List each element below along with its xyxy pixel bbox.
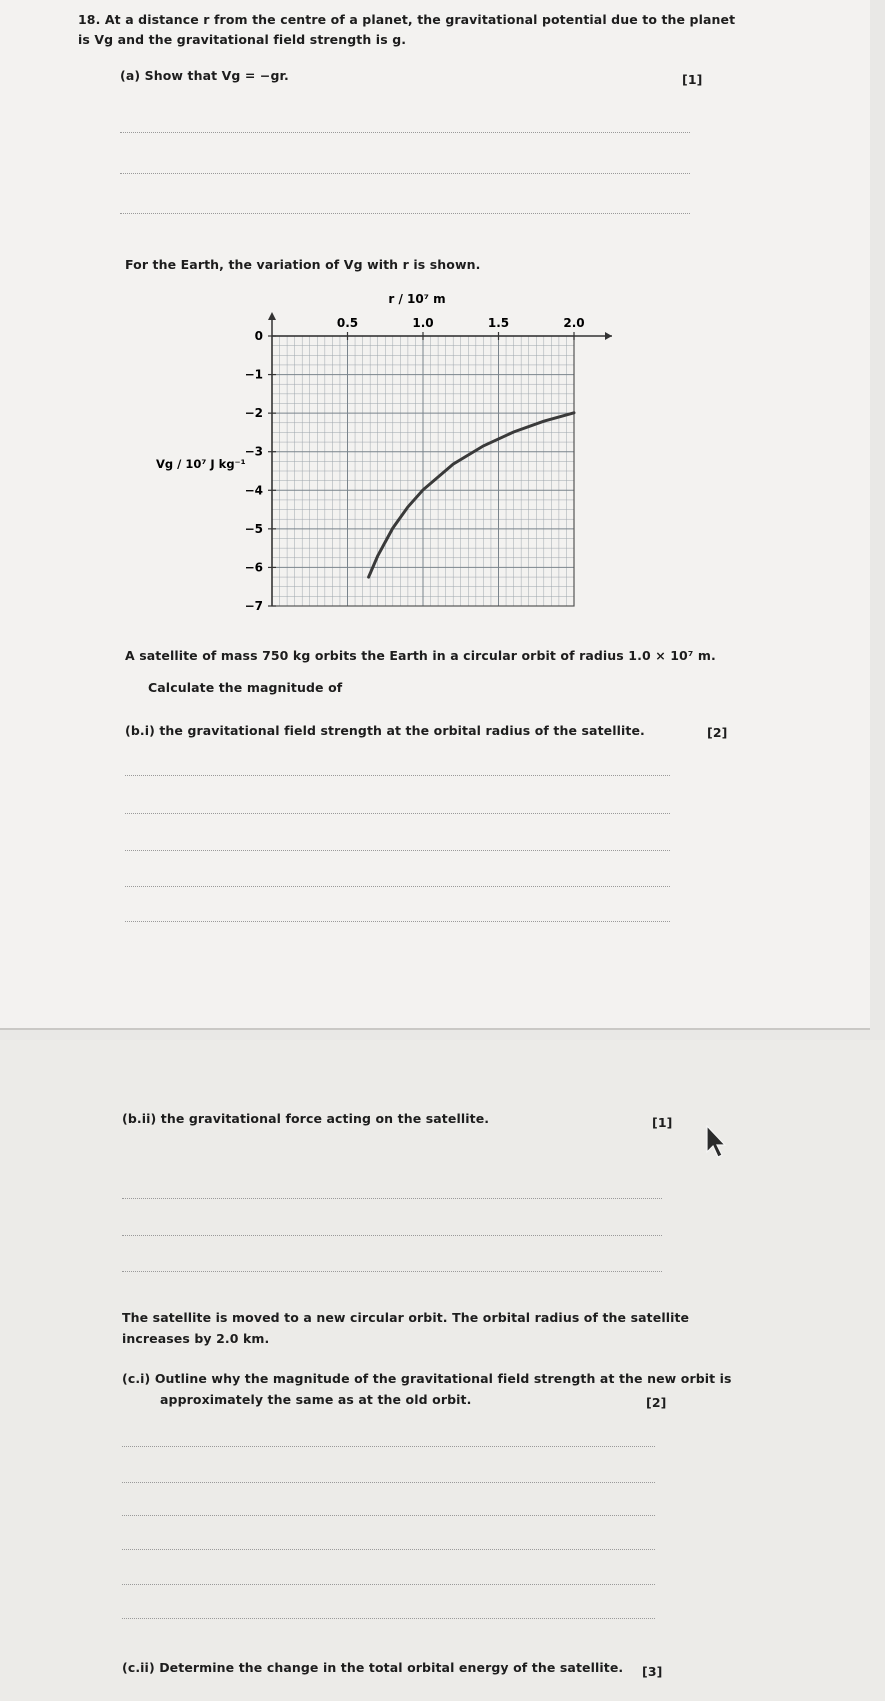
x-tick-label: 1.5 xyxy=(487,316,510,330)
part-ci-prompt-line-2: approximately the same as at the old orbit. xyxy=(160,1392,472,1407)
y-tick-label: −2 xyxy=(244,406,263,421)
part-cii-prompt: (c.ii) Determine the change in the total orbital energy of the satellite. xyxy=(122,1660,624,1675)
answer-line xyxy=(122,1482,655,1483)
part-ci-prompt-line-1: (c.i) Outline why the magnitude of the gravitational field strength at the new orbit is xyxy=(122,1371,732,1386)
answer-line xyxy=(122,1584,655,1585)
x-tick-label: 2.0 xyxy=(563,316,585,330)
answer-line xyxy=(122,1271,662,1272)
answer-line xyxy=(122,1618,655,1619)
answer-line xyxy=(125,813,670,814)
answer-line xyxy=(122,1549,655,1550)
answer-line xyxy=(125,921,670,922)
worksheet-page-2 xyxy=(0,1040,885,1701)
y-tick-label: 0 xyxy=(254,329,263,343)
answer-line xyxy=(125,886,670,887)
potential-curve xyxy=(369,413,574,577)
answer-line xyxy=(122,1446,655,1447)
y-tick-label: −7 xyxy=(244,599,263,613)
x-tick-label: 0.5 xyxy=(336,316,359,330)
part-ci-marks: [2] xyxy=(646,1395,667,1410)
y-axis-label: Vg / 10⁷ J kg⁻¹ xyxy=(156,457,246,471)
part-bi-marks: [2] xyxy=(707,725,728,740)
part-bii-marks: [1] xyxy=(652,1115,673,1130)
question-intro-line-2: is Vg and the gravitational field strength is g. xyxy=(78,32,407,47)
mouse-pointer-icon xyxy=(706,1125,728,1163)
part-a-prompt: (a) Show that Vg = −gr. xyxy=(120,68,289,83)
y-tick-label: −5 xyxy=(244,521,263,536)
answer-line xyxy=(125,850,670,851)
y-tick-label: −4 xyxy=(244,483,263,498)
part-cii-marks: [3] xyxy=(642,1664,663,1679)
x-tick-label: 1.0 xyxy=(412,316,434,330)
satellite-statement: A satellite of mass 750 kg orbits the Earth in a circular orbit of radius 1.0 × 10⁷ m. xyxy=(125,648,716,663)
calculate-prompt: Calculate the magnitude of xyxy=(148,680,343,695)
part-bii-prompt: (b.ii) the gravitational force acting on the satellite. xyxy=(122,1111,490,1126)
graph-intro: For the Earth, the variation of Vg with r is shown. xyxy=(125,257,481,272)
answer-line xyxy=(122,1515,655,1516)
y-tick-label: −6 xyxy=(244,560,263,575)
y-axis-arrow xyxy=(268,312,276,320)
new-orbit-statement-line-2: increases by 2.0 km. xyxy=(122,1331,270,1346)
x-axis-label: r / 10⁷ m xyxy=(388,292,446,306)
answer-line xyxy=(125,775,670,776)
part-bi-prompt: (b.i) the gravitational field strength at the orbital radius of the satellite. xyxy=(125,723,645,738)
y-tick-label: −1 xyxy=(244,367,263,382)
answer-line xyxy=(122,1235,662,1236)
y-tick-label: −3 xyxy=(244,444,263,459)
new-orbit-statement-line-1: The satellite is moved to a new circular orbit. The orbital radius of the satellite xyxy=(122,1310,690,1325)
question-intro-line-1: 18. At a distance r from the centre of a planet, the gravitational potential due to the planet xyxy=(78,12,736,27)
part-a-marks: [1] xyxy=(682,72,703,87)
answer-line xyxy=(122,1198,662,1199)
x-axis-arrow xyxy=(605,332,612,340)
